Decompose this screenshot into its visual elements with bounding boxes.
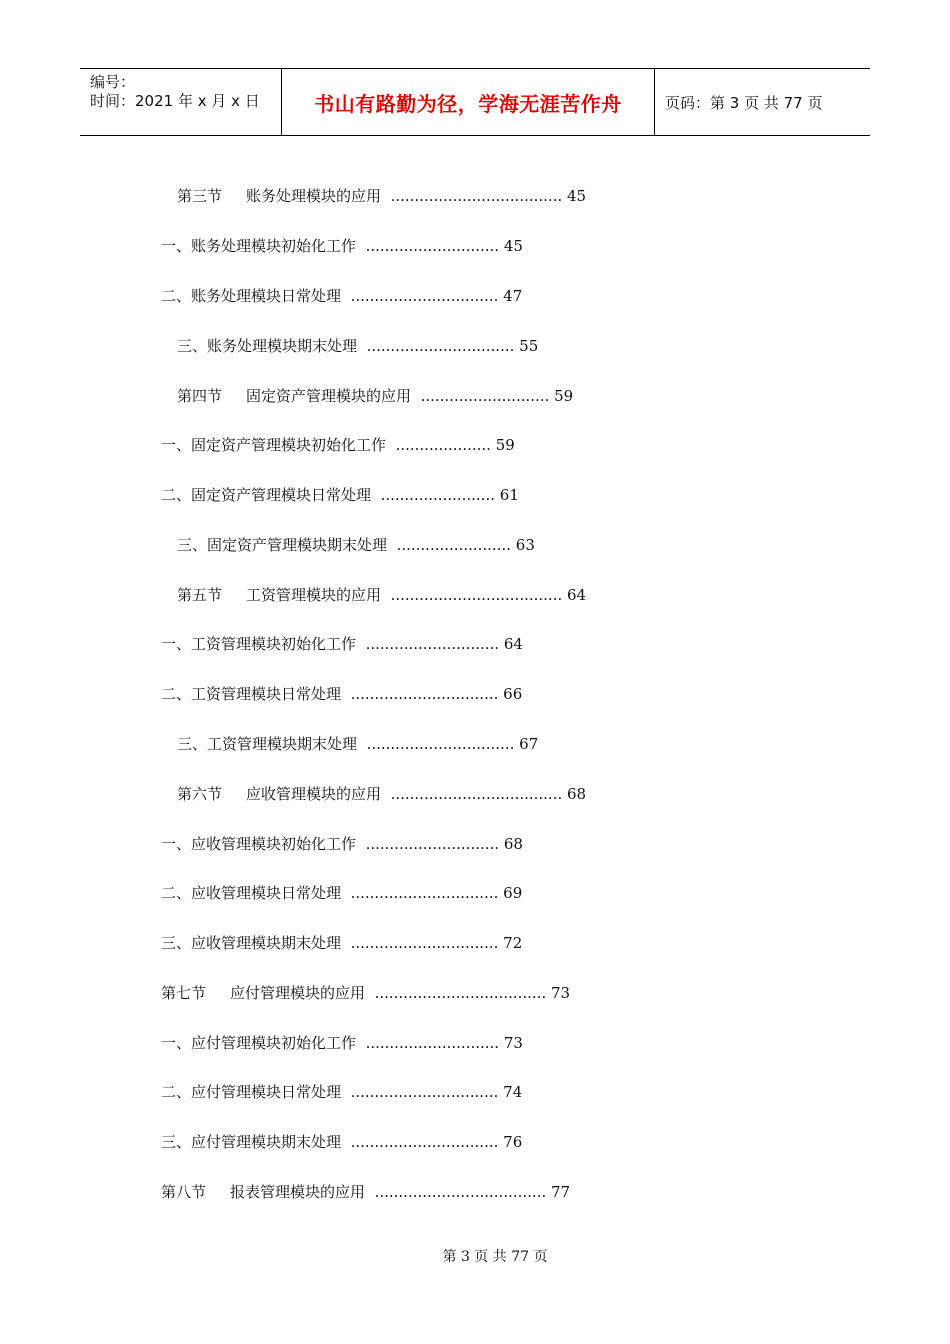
toc-entry-title: 应收管理模块的应用 [246,785,382,803]
toc-entry [161,933,522,953]
toc-entry [161,485,519,505]
toc-entry [161,634,523,654]
toc-entry-page: 61 [499,486,519,504]
toc-entry-leader: ............................... [350,884,499,902]
toc-entry-title: 一、应收管理模块初始化工作 [161,835,357,853]
toc-entry-title: 一、应付管理模块初始化工作 [161,1034,357,1052]
toc-entry-prefix: 第八节 [161,1183,207,1201]
toc-entry-title: 一、固定资产管理模块初始化工作 [161,436,387,454]
toc-entry-leader: .................................... [390,187,563,205]
toc-entry-page: 77 [551,1183,571,1201]
toc-entry-leader: .................................... [374,1183,547,1201]
toc-entry-leader: ............................... [366,337,515,355]
toc-entry-page: 69 [503,884,523,902]
toc-entry [161,983,570,1003]
header-meta [80,69,282,135]
toc-entry-title: 三、账务处理模块期末处理 [177,337,358,355]
toc-entry-leader: ............................... [350,685,499,703]
toc-entry-page: 59 [554,387,574,405]
toc-entry-page: 64 [503,635,523,653]
toc-entry-leader: .................................... [374,984,547,1002]
toc-entry-leader: .................................... [390,785,563,803]
toc-entry-leader: ............................... [366,735,515,753]
toc-entry-leader: ........................... [420,387,550,405]
number-label: 编号： [90,73,136,91]
page-header [80,68,870,136]
toc-entry-page: 73 [503,1034,523,1052]
toc-entry-title: 报表管理模块的应用 [230,1183,366,1201]
toc-entry-leader: ............................ [365,237,500,255]
toc-entry-page: 66 [503,685,523,703]
toc-entry [161,1182,570,1202]
toc-entry-title: 三、工资管理模块期末处理 [177,735,358,753]
toc-entry-title: 工资管理模块的应用 [246,586,382,604]
page-footer [0,1246,950,1266]
toc-entry-prefix: 第六节 [177,785,223,803]
toc-entry [161,883,522,903]
toc-entry-leader: ........................ [380,486,495,504]
toc-entry-title: 固定资产管理模块的应用 [246,387,412,405]
toc-entry-prefix: 第三节 [177,187,223,205]
toc-entry [177,186,586,206]
toc-entry [161,236,523,256]
toc-entry [177,784,586,804]
toc-entry-leader: .................................... [390,586,563,604]
toc-entry-page: 59 [495,436,515,454]
toc-entry-page: 74 [503,1083,523,1101]
toc-entry [161,834,523,854]
toc-entry-title: 二、固定资产管理模块日常处理 [161,486,372,504]
toc-entry-page: 68 [567,785,587,803]
toc-entry [177,535,535,555]
toc-entry-page: 67 [519,735,539,753]
toc-entry-title: 二、应付管理模块日常处理 [161,1083,342,1101]
toc-entry-prefix: 第五节 [177,586,223,604]
header-page-info: 页码：第 3 页 共 77 页 [665,93,823,112]
toc-entry-page: 64 [567,586,587,604]
toc-entry-leader: ............................ [365,1034,500,1052]
toc-entry [161,1132,522,1152]
toc-entry [161,1033,523,1053]
toc-entry-leader: ............................ [365,635,500,653]
toc-entry-leader: ............................... [350,1083,499,1101]
toc-entry [177,734,538,754]
toc-entry [161,1082,522,1102]
toc-entry-page: 72 [503,934,523,952]
toc-entry-page: 55 [519,337,539,355]
header-motto: 书山有路勤为径，学海无涯苦作舟 [282,69,655,135]
toc-entry-leader: ............................... [350,287,499,305]
toc-entry-title: 二、工资管理模块日常处理 [161,685,342,703]
toc-entry-page: 45 [567,187,587,205]
toc-entry-leader: ........................ [396,536,511,554]
toc-entry-title: 账务处理模块的应用 [246,187,382,205]
toc-entry-page: 45 [503,237,523,255]
toc-entry-leader: ............................... [350,1133,499,1151]
toc-entry-page: 47 [503,287,523,305]
toc-entry-leader: ............................... [350,934,499,952]
toc-entry [161,286,522,306]
toc-entry [177,386,573,406]
toc-entry-page: 63 [515,536,535,554]
toc-entry-page: 68 [503,835,523,853]
toc-entry-page: 76 [503,1133,523,1151]
toc-entry-title: 应付管理模块的应用 [230,984,366,1002]
toc-entry-prefix: 第七节 [161,984,207,1002]
toc-entry-title: 二、账务处理模块日常处理 [161,287,342,305]
time-label: 时间：2021 年 x 月 x 日 [90,92,260,110]
toc-entry [177,585,586,605]
toc-entry-prefix: 第四节 [177,387,223,405]
toc-entry-title: 一、工资管理模块初始化工作 [161,635,357,653]
toc-entry-leader: ............................ [365,835,500,853]
toc-entry-title: 一、账务处理模块初始化工作 [161,237,357,255]
toc-entry-title: 三、应付管理模块期末处理 [161,1133,342,1151]
toc-entry [161,684,522,704]
toc-entry-title: 三、应收管理模块期末处理 [161,934,342,952]
toc-entry [161,435,515,455]
toc-entry-title: 二、应收管理模块日常处理 [161,884,342,902]
footer-page-number: 第 3 页 共 77 页 [442,1249,548,1265]
toc-entry [177,336,538,356]
toc-entry-title: 三、固定资产管理模块期末处理 [177,536,388,554]
toc-entry-leader: .................... [395,436,491,454]
toc-entry-page: 73 [551,984,571,1002]
